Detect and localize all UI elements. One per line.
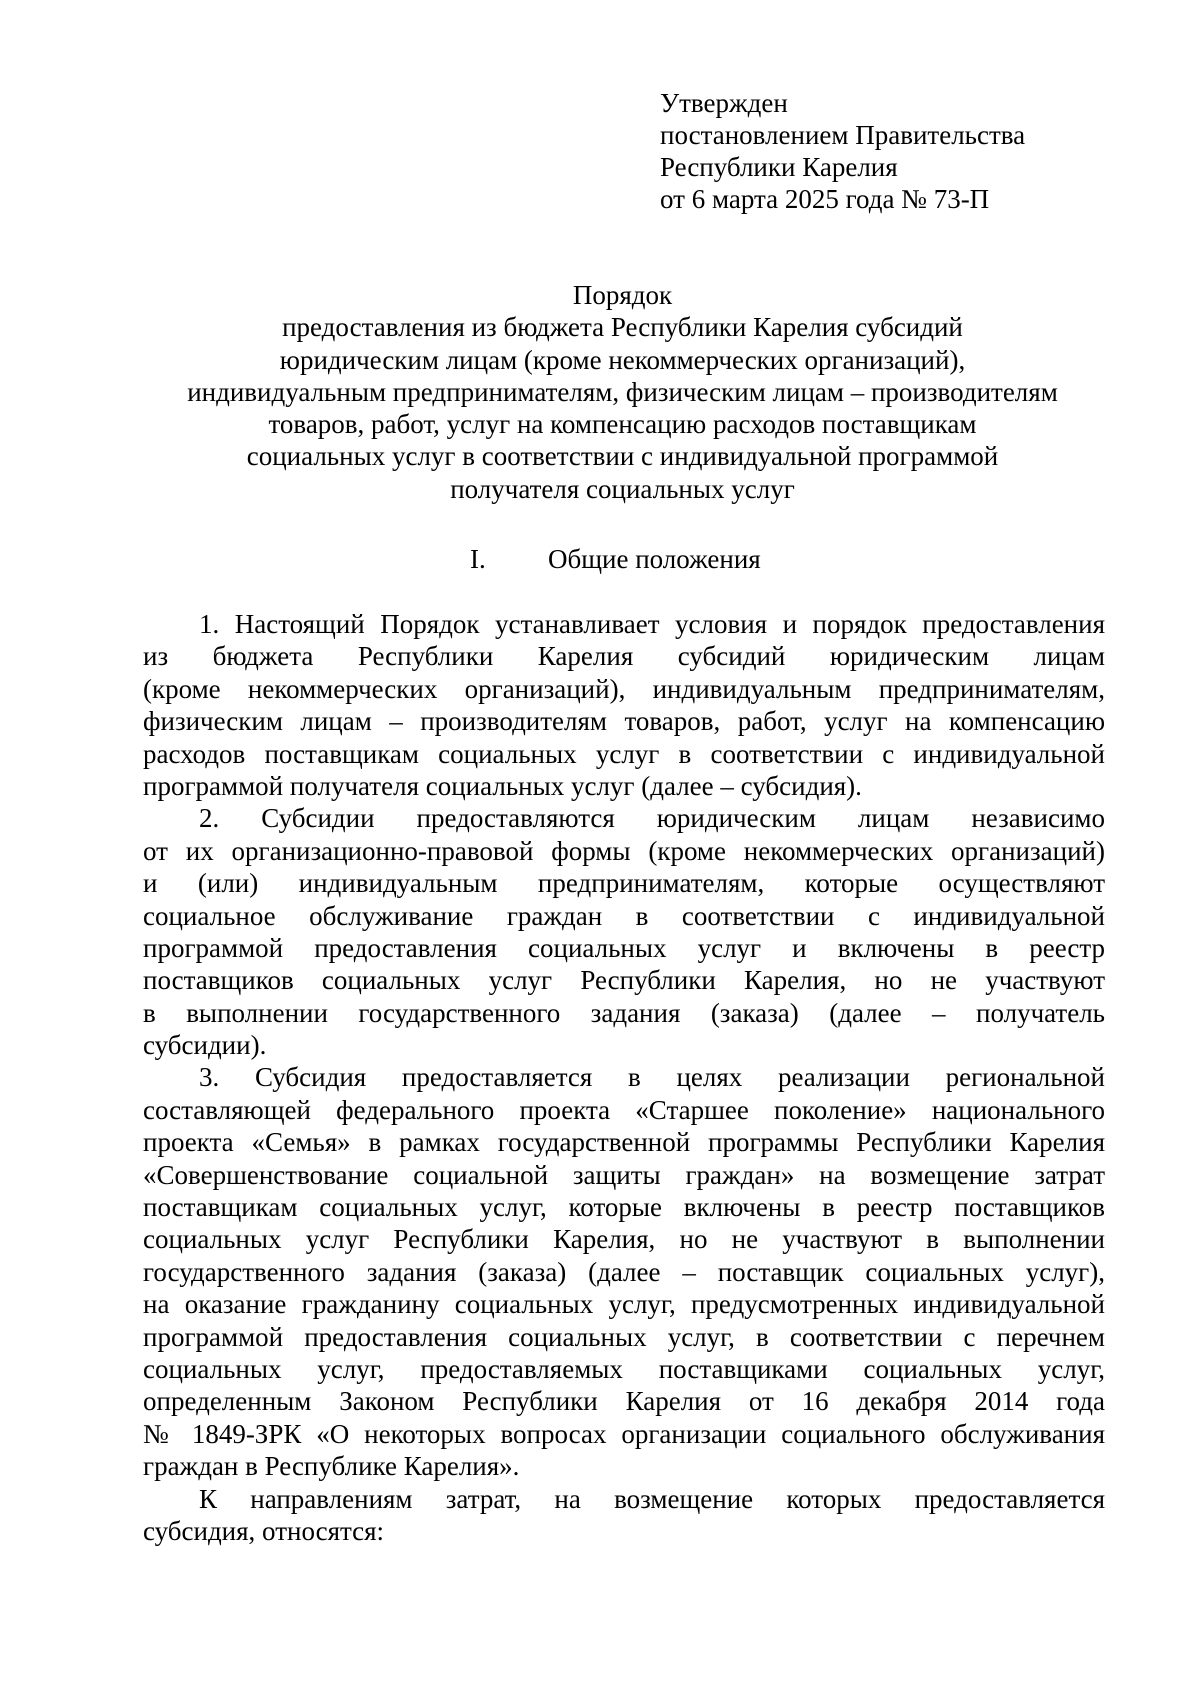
paragraph-line: программой предоставления социальных услуг, в соответствии с перечнем bbox=[143, 1321, 1105, 1352]
section-number: I. bbox=[470, 544, 486, 574]
paragraph-line: № 1849-ЗРК «О некоторых вопросах организации социального обслуживания bbox=[143, 1418, 1105, 1449]
paragraph-line: социальных услуг Республики Карелия, но не участвуют в выполнении bbox=[143, 1224, 1105, 1255]
paragraph-line: из бюджета Республики Карелия субсидий юридическим лицам bbox=[143, 641, 1105, 672]
paragraph-line: субсидии). bbox=[143, 1030, 267, 1061]
paragraph-line: поставщиков социальных услуг Республики Карелия, но не участвуют bbox=[143, 965, 1105, 996]
paragraph-line: физическим лицам – производителям товаров, работ, услуг на компенсацию bbox=[143, 706, 1105, 737]
paragraph-line: социальное обслуживание граждан в соответствии с индивидуальной bbox=[143, 900, 1105, 931]
paragraph-line: (кроме некоммерческих организаций), индивидуальным предпринимателям, bbox=[143, 673, 1105, 704]
paragraph-line: проекта «Семья» в рамках государственной программы Республики Карелия bbox=[143, 1127, 1105, 1158]
title-line: получателя социальных услуг bbox=[450, 473, 795, 504]
approval-stamp bbox=[660, 87, 1025, 215]
approval-line: постановлением Правительства bbox=[660, 120, 1026, 150]
paragraph-line: 2. Субсидии предоставляются юридическим лицам независимо bbox=[199, 803, 1105, 834]
document-body bbox=[143, 608, 1105, 1547]
paragraph-line: расходов поставщикам социальных услуг в соответствии с индивидуальной bbox=[143, 738, 1105, 769]
paragraph-line: социальных услуг, предоставляемых поставщиками социальных услуг, bbox=[143, 1353, 1105, 1384]
paragraph-1 bbox=[143, 608, 1105, 802]
paragraph-line: от их организационно-правовой формы (кроме некоммерческих организаций) bbox=[143, 835, 1105, 866]
paragraph-line: составляющей федерального проекта «Старшее поколение» национального bbox=[143, 1094, 1105, 1125]
paragraph-line: «Совершенствование социальной защиты граждан» на возмещение затрат bbox=[143, 1159, 1105, 1190]
title-line: Порядок bbox=[572, 280, 673, 310]
paragraph-line: на оказание гражданину социальных услуг, предусмотренных индивидуальной bbox=[143, 1289, 1105, 1320]
approval-line: Республики Карелия bbox=[660, 152, 898, 182]
title-line: индивидуальным предпринимателям, физическим лицам – производителям bbox=[187, 376, 1058, 407]
paragraph-line: граждан в Республике Карелия». bbox=[143, 1451, 520, 1482]
document-title bbox=[140, 279, 1105, 505]
title-line: предоставления из бюджета Республики Карелия субсидий bbox=[282, 312, 963, 343]
paragraph-line: 3. Субсидия предоставляется в целях реализации региональной bbox=[199, 1062, 1105, 1093]
paragraph-4 bbox=[143, 1483, 1105, 1548]
paragraph-2 bbox=[143, 802, 1105, 1061]
title-line: социальных услуг в соответствии с индивидуальной программой bbox=[246, 441, 999, 472]
paragraph-line: программой получателя социальных услуг (далее – субсидия). bbox=[143, 770, 862, 801]
approval-line: от 6 марта 2025 года № 73-П bbox=[660, 184, 990, 214]
paragraph-line: К направлениям затрат, на возмещение которых предоставляется bbox=[199, 1483, 1105, 1514]
paragraph-line: поставщикам социальных услуг, которые включены в реестр поставщиков bbox=[143, 1192, 1105, 1223]
paragraph-line: субсидия, относятся: bbox=[143, 1515, 385, 1546]
paragraph-line: государственного задания (заказа) (далее – поставщик социальных услуг), bbox=[143, 1256, 1105, 1287]
paragraph-line: определенным Законом Республики Карелия от 16 декабря 2014 года bbox=[143, 1386, 1105, 1417]
section-title: Общие положения bbox=[548, 544, 761, 574]
title-line: юридическим лицам (кроме некоммерческих организаций), bbox=[279, 344, 966, 375]
paragraph-line: в выполнении государственного задания (заказа) (далее – получатель bbox=[143, 997, 1105, 1028]
paragraph-line: 1. Настоящий Порядок устанавливает условия и порядок предоставления bbox=[199, 609, 1105, 639]
paragraph-3 bbox=[143, 1061, 1105, 1482]
approval-line: Утвержден bbox=[660, 88, 788, 118]
paragraph-line: программой предоставления социальных услуг и включены в реестр bbox=[143, 932, 1105, 963]
paragraph-line: и (или) индивидуальным предпринимателям, которые осуществляют bbox=[143, 868, 1105, 899]
title-line: товаров, работ, услуг на компенсацию расходов поставщикам bbox=[268, 409, 977, 440]
